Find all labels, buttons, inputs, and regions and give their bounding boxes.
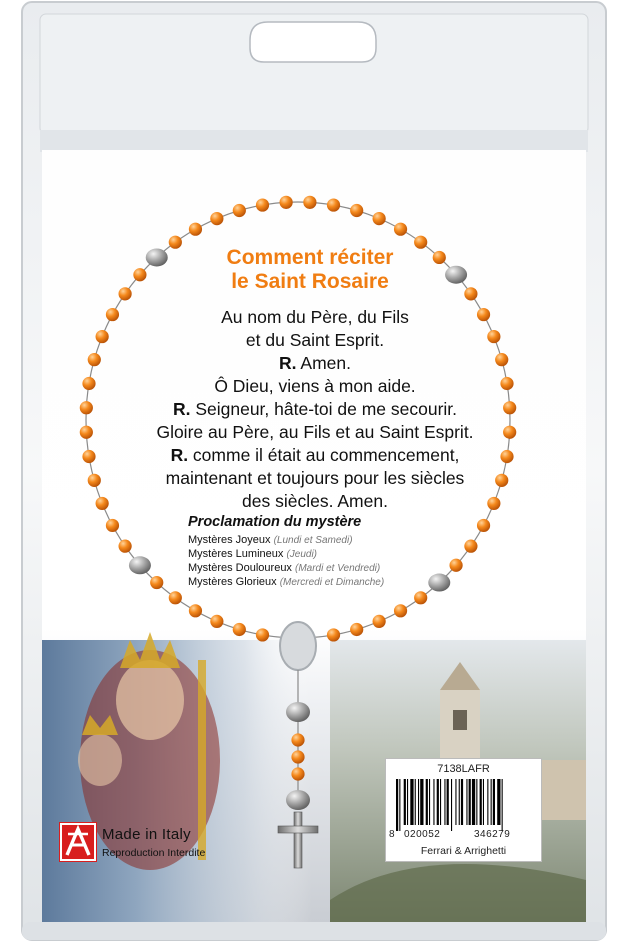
barcode-bar (476, 779, 477, 825)
reproduction-notice: Reproduction Interdite (102, 847, 206, 859)
barcode-bar (472, 779, 475, 825)
orange-bead (291, 733, 304, 746)
prayer-text: Amen. (296, 353, 351, 373)
orange-bead (80, 401, 93, 414)
orange-bead (106, 519, 119, 532)
mystery-item (188, 575, 384, 590)
orange-bead (80, 426, 93, 439)
barcode-label (385, 758, 542, 862)
orange-bead (350, 623, 363, 636)
barcode-bar (502, 779, 503, 831)
response-marker: R. (172, 399, 191, 419)
barcode-digit-first: 8 (389, 829, 396, 840)
orange-bead (233, 623, 246, 636)
prayer-line: Gloire au Père, au Fils et au Saint Esprit. (156, 422, 474, 442)
orange-bead (414, 591, 427, 604)
orange-bead (88, 474, 101, 487)
barcode-bar (420, 779, 423, 825)
orange-bead (82, 377, 95, 390)
barcode-digits-right: 346279 (474, 829, 511, 840)
barcode-digits-left: 020052 (404, 829, 441, 840)
orange-bead (106, 308, 119, 321)
orange-bead (394, 223, 407, 236)
barcode-bar (399, 779, 400, 831)
barcode-bar (396, 779, 398, 831)
grey-bead (286, 790, 310, 810)
proclamation-heading: Proclamation du mystère (188, 514, 362, 530)
mystery-days: (Lundi et Samedi) (273, 535, 353, 546)
barcode-bar (415, 779, 416, 825)
barcode-bar (483, 779, 484, 825)
mystery-name: Mystères Lumineux (188, 548, 284, 560)
company-name: Ferrari & Arrighetti (420, 845, 507, 857)
orange-bead (169, 591, 182, 604)
grey-bead (286, 702, 310, 722)
crucifix-vertical (294, 812, 302, 868)
orange-bead (495, 474, 508, 487)
mystery-name: Mystères Glorieux (188, 576, 277, 588)
barcode-bar (444, 779, 445, 825)
prayer-line (150, 398, 480, 421)
barcode-bar (426, 779, 428, 825)
barcode-bar (410, 779, 413, 825)
orange-bead (327, 198, 340, 211)
mystery-item (188, 533, 353, 548)
barcode-bars (396, 779, 531, 831)
orange-bead (350, 204, 363, 217)
mystery-days: (Mercredi et Dimanche) (279, 577, 385, 588)
orange-bead (464, 540, 477, 553)
orange-bead (373, 212, 386, 225)
barcode-bar (429, 779, 430, 825)
orange-bead (291, 767, 304, 780)
prayer-line: des siècles. Amen. (242, 491, 388, 511)
barcode-bar (459, 779, 460, 825)
prayer-line: et du Saint Esprit. (245, 330, 385, 350)
orange-bead (210, 212, 223, 225)
prayer-line (150, 444, 480, 467)
orange-bead (210, 615, 223, 628)
barcode-bar (418, 779, 419, 825)
grey-bead (146, 248, 168, 266)
orange-bead (487, 330, 500, 343)
brand-logo (60, 823, 96, 861)
barcode-bar (437, 779, 439, 825)
orange-bead (256, 628, 269, 641)
card-title-line-2: le Saint Rosaire (231, 270, 389, 293)
mystery-days: (Mardi et Vendredi) (295, 563, 381, 574)
orange-bead (449, 559, 462, 572)
barcode-bar (497, 779, 500, 825)
prayer-line: Au nom du Père, du Fils (221, 307, 409, 327)
barcode-bar (480, 779, 482, 825)
orange-bead (150, 576, 163, 589)
orange-bead (487, 497, 500, 510)
barcode-bar (440, 779, 441, 825)
grey-bead (129, 556, 151, 574)
orange-bead (256, 198, 269, 211)
barcode-bar (407, 779, 408, 825)
prayer-line (150, 352, 480, 375)
orange-bead (394, 604, 407, 617)
orange-bead (477, 519, 490, 532)
orange-bead (495, 353, 508, 366)
barcode-bar (404, 779, 406, 825)
response-marker: R. (279, 353, 297, 373)
orange-bead (303, 196, 316, 209)
product-code: 7138LAFR (437, 763, 490, 775)
mystery-item (188, 561, 380, 576)
orange-bead (500, 377, 513, 390)
barcode-bar (487, 779, 488, 825)
orange-bead (373, 615, 386, 628)
orange-bead (119, 287, 132, 300)
orange-bead (503, 426, 516, 439)
prayer-text: comme il était au commencement, (188, 445, 460, 465)
orange-bead (503, 401, 516, 414)
grey-bead (428, 574, 450, 592)
prayer-line: Ô Dieu, viens à mon aide. (214, 376, 416, 396)
prayer-text: Seigneur, hâte-toi de me secourir. (190, 399, 458, 419)
barcode-bar (433, 779, 434, 825)
mystery-days: (Jeudi) (286, 549, 318, 560)
orange-bead (133, 268, 146, 281)
orange-bead (96, 330, 109, 343)
orange-bead (82, 450, 95, 463)
barcode-bar (493, 779, 495, 825)
orange-bead (464, 287, 477, 300)
response-marker: R. (170, 445, 189, 465)
orange-bead (500, 450, 513, 463)
made-in-italy-label: Made in Italy (102, 826, 191, 843)
barcode-bar (455, 779, 456, 825)
barcode-bar (466, 779, 467, 825)
mystery-name: Mystères Joyeux (188, 534, 271, 546)
prayer-line: maintenant et toujours pour les siècles (165, 468, 465, 488)
barcode-bar (451, 779, 452, 831)
crucifix-horizontal (278, 826, 318, 833)
orange-bead (280, 196, 293, 209)
card-title-line-1: Comment réciter (226, 246, 394, 269)
orange-bead (119, 540, 132, 553)
mystery-name: Mystères Douloureux (188, 562, 292, 574)
orange-bead (291, 750, 304, 763)
mystery-item (188, 547, 317, 562)
orange-bead (96, 497, 109, 510)
rosary-medal (280, 622, 316, 670)
orange-bead (327, 628, 340, 641)
orange-bead (189, 604, 202, 617)
barcode-bar (469, 779, 471, 825)
orange-bead (233, 204, 246, 217)
orange-bead (189, 223, 202, 236)
barcode-bar (447, 779, 449, 825)
orange-bead (88, 353, 101, 366)
barcode-bar (491, 779, 492, 825)
barcode-bar (461, 779, 463, 825)
